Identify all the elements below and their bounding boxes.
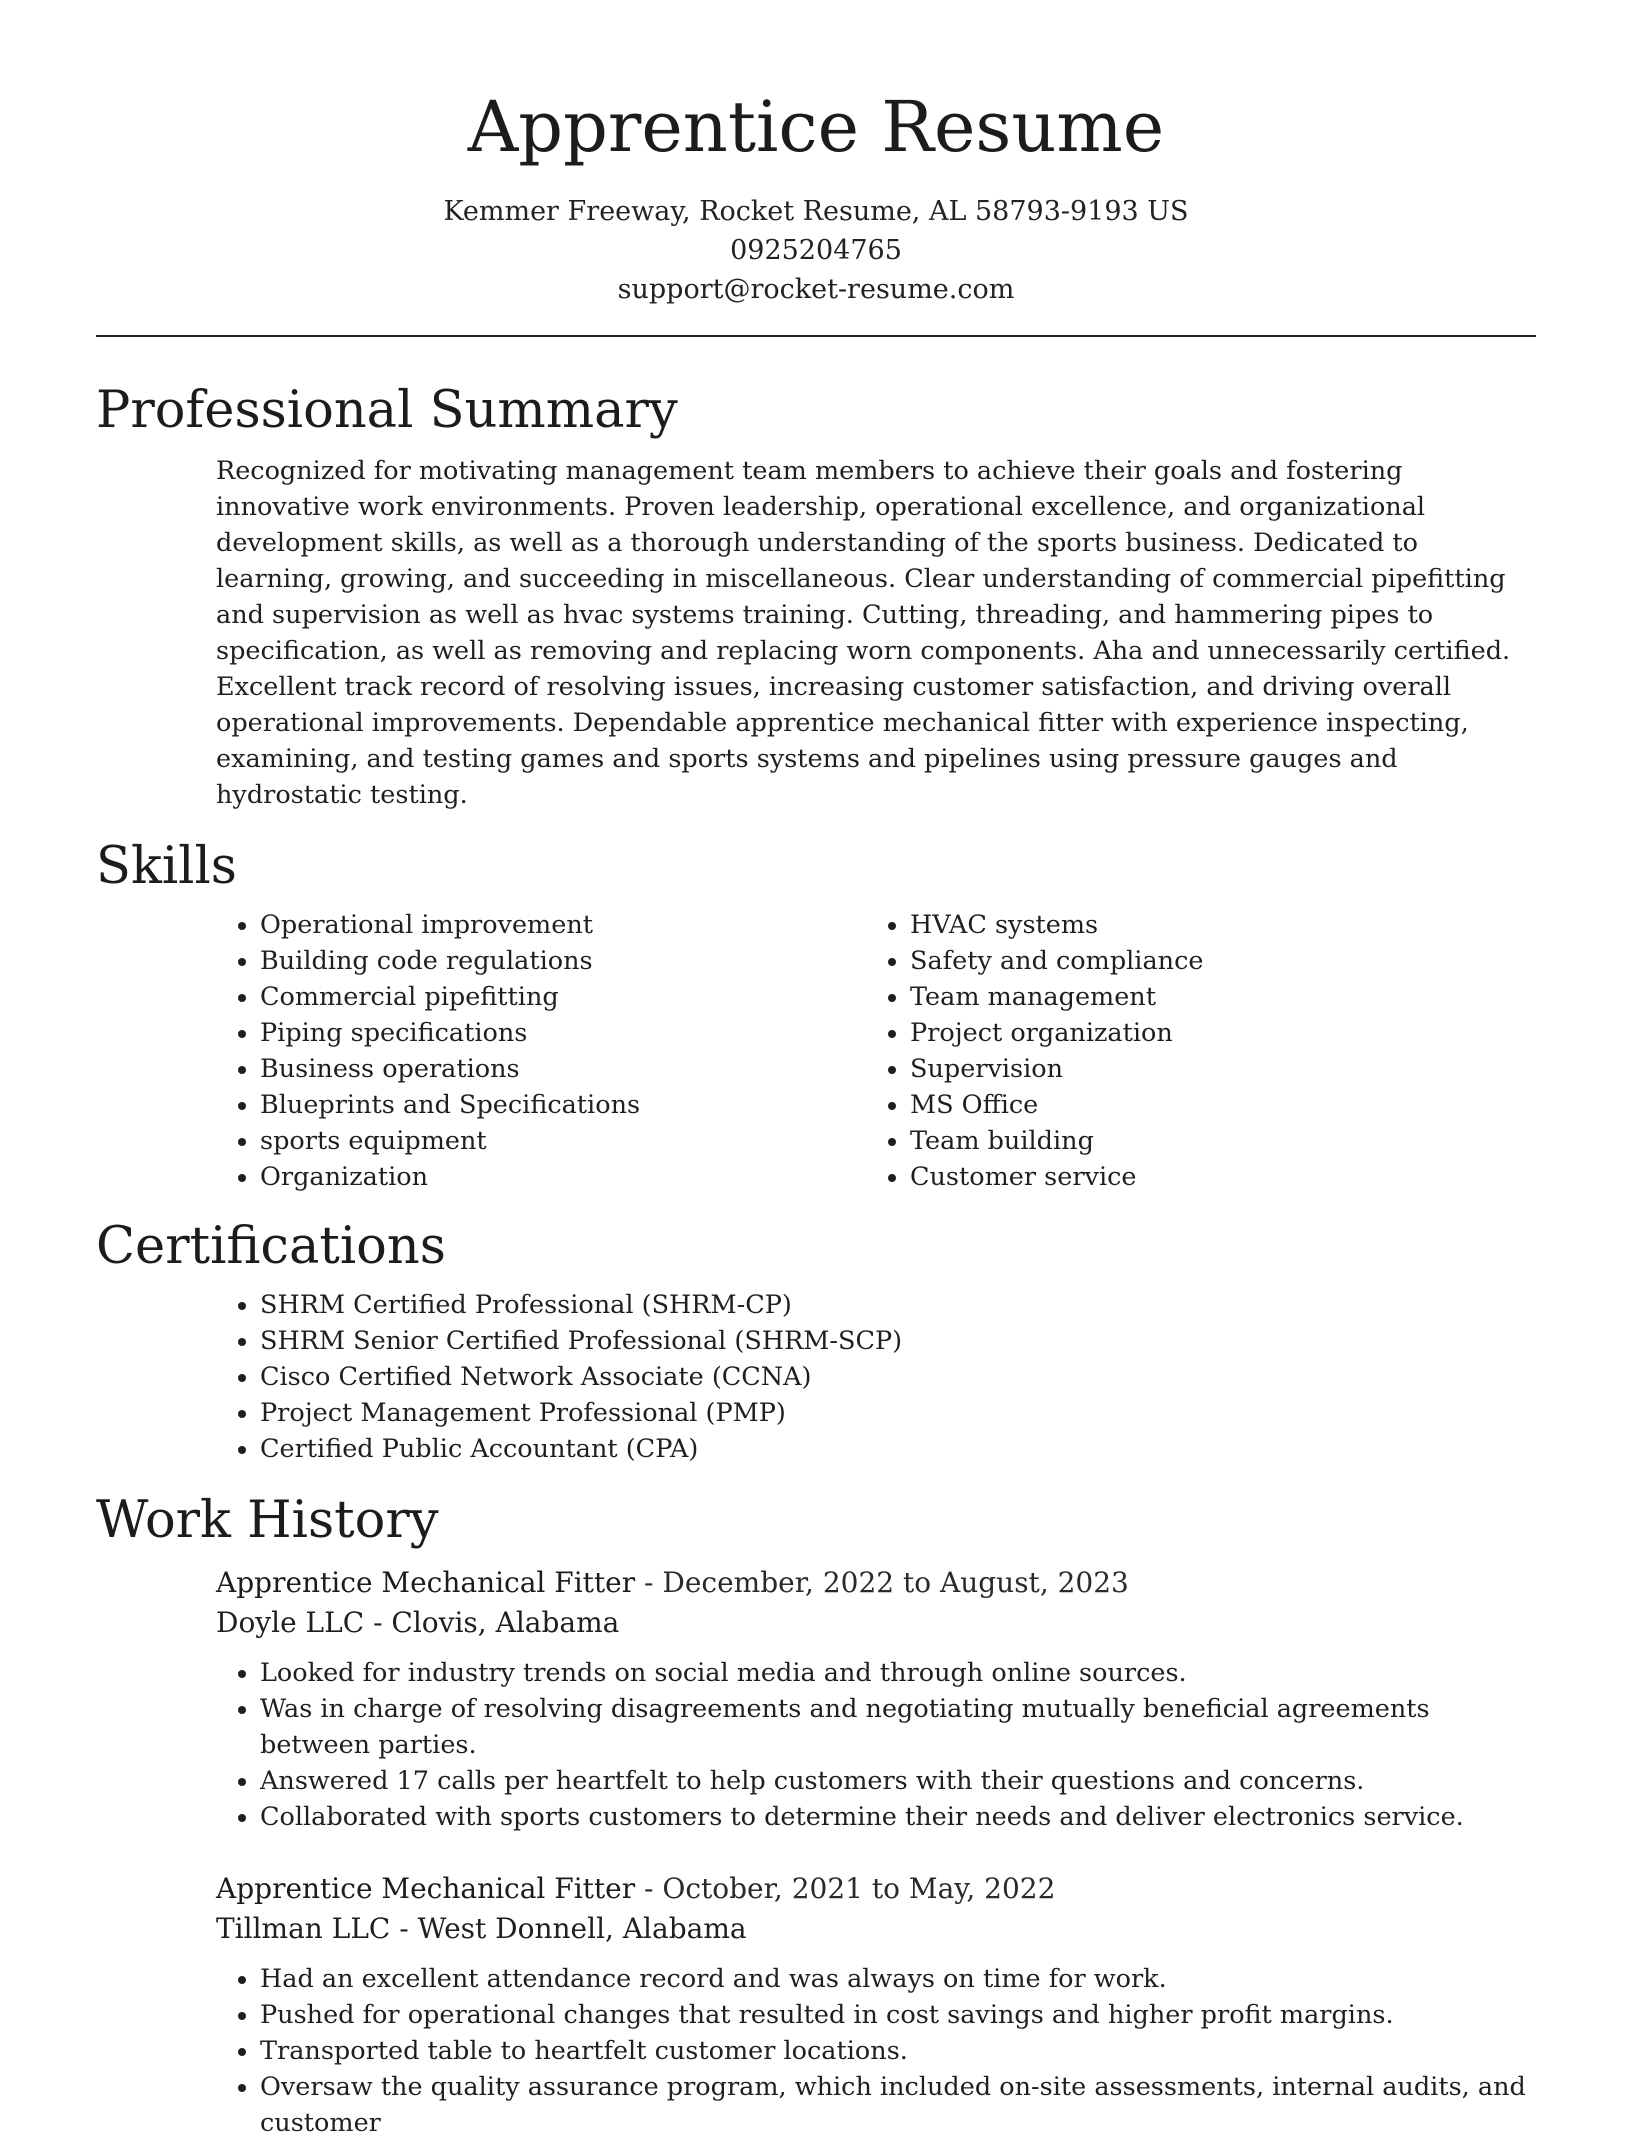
- skills-heading: Skills: [96, 837, 237, 896]
- job-bullet: • Looked for industry trends on social media and through online sources.: [260, 1655, 1536, 1691]
- job-bullets: [216, 1655, 1536, 1835]
- contact-phone: 0925204765: [730, 235, 902, 266]
- job-title: Apprentice Mechanical Fitter: [216, 1566, 636, 1599]
- resume-name: Apprentice Resume: [467, 86, 1165, 168]
- job-bullet: • Pushed for operational changes that resulted in cost savings and higher profit margins.: [260, 1997, 1536, 2033]
- skill-item: • Operational improvement: [260, 907, 866, 943]
- certification-item: • SHRM Senior Certified Professional (SHRM-SCP): [260, 1323, 1536, 1359]
- resume-page: [96, 0, 1536, 2141]
- skill-item: • Commercial pipefitting: [260, 979, 866, 1015]
- skill-item: • Blueprints and Specifications: [260, 1087, 866, 1123]
- certification-item: • Certified Public Accountant (CPA): [260, 1431, 1536, 1467]
- job-entry: [216, 1563, 1536, 1835]
- summary-heading: Professional Summary: [96, 381, 678, 440]
- job-bullet: • Collaborated with sports customers to determine their needs and deliver electronics service.: [260, 1799, 1536, 1835]
- skill-item: • Customer service: [910, 1159, 1516, 1195]
- job-dates: - December, 2022 to August, 2023: [635, 1566, 1129, 1599]
- contact-block: [96, 192, 1536, 309]
- job-bullet: • Transported table to heartfelt customer locations.: [260, 2033, 1536, 2069]
- skill-item: • Team management: [910, 979, 1516, 1015]
- job-bullet: • Had an excellent attendance record and was always on time for work.: [260, 1961, 1536, 1997]
- job-company: Tillman LLC - West Donnell, Alabama: [216, 1912, 747, 1945]
- skills-list: [216, 907, 1536, 1195]
- job-dates: - October, 2021 to May, 2022: [635, 1872, 1056, 1905]
- skill-item: • sports equipment: [260, 1123, 866, 1159]
- job-title-line: [216, 1563, 1536, 1603]
- job-bullet: • Oversaw the quality assurance program, which included on-site assessments, internal audits, and customer: [260, 2069, 1536, 2141]
- work-history-heading: Work History: [96, 1491, 439, 1550]
- job-title-line: [216, 1869, 1536, 1909]
- skills-column-right: [866, 907, 1516, 1195]
- skill-item: • Project organization: [910, 1015, 1516, 1051]
- certifications-list: [216, 1287, 1536, 1467]
- skill-item: • Safety and compliance: [910, 943, 1516, 979]
- job-bullet: • Was in charge of resolving disagreements and negotiating mutually beneficial agreements between parties.: [260, 1691, 1536, 1763]
- contact-address: Kemmer Freeway, Rocket Resume, AL 58793-9193 US: [443, 196, 1189, 227]
- header-divider: [96, 335, 1536, 337]
- job-bullet: • Answered 17 calls per heartfelt to help customers with their questions and concerns.: [260, 1763, 1536, 1799]
- skill-item: • HVAC systems: [910, 907, 1516, 943]
- skill-item: • Business operations: [260, 1051, 866, 1087]
- certification-item: • Cisco Certified Network Associate (CCNA): [260, 1359, 1536, 1395]
- skill-item: • MS Office: [910, 1087, 1516, 1123]
- certification-item: • Project Management Professional (PMP): [260, 1395, 1536, 1431]
- job-title: Apprentice Mechanical Fitter: [216, 1872, 636, 1905]
- skill-item: • Organization: [260, 1159, 866, 1195]
- skill-item: • Piping specifications: [260, 1015, 866, 1051]
- skills-column-left: [216, 907, 866, 1195]
- contact-email: support@rocket-resume.com: [617, 274, 1015, 305]
- skill-item: • Supervision: [910, 1051, 1516, 1087]
- job-bullets: [216, 1961, 1536, 2141]
- job-entry: [216, 1869, 1536, 2141]
- summary-text: Recognized for motivating management team members to achieve their goals and fostering innovative work environments. Proven leadership, operational excellence, and organizational development skills, as well as a thorough understanding of the sports business. Dedicated to learning, growing, and succeeding in miscellaneous. Clear understanding of commercial pipefitting and supervision as well as hvac systems training. Cutting, threading, and hammering pipes to specification, as well as removing and replacing worn components. Aha and unnecessarily certified. Excellent track record of resolving issues, increasing customer satisfaction, and driving overall operational improvements. Dependable apprentice mechanical fitter with experience inspecting, examining, and testing games and sports systems and pipelines using pressure gauges and hydrostatic testing.: [216, 456, 1511, 810]
- certifications-heading: Certifications: [96, 1217, 446, 1276]
- certification-item: • SHRM Certified Professional (SHRM-CP): [260, 1287, 1536, 1323]
- job-company: Doyle LLC - Clovis, Alabama: [216, 1606, 620, 1639]
- skill-item: • Team building: [910, 1123, 1516, 1159]
- skill-item: • Building code regulations: [260, 943, 866, 979]
